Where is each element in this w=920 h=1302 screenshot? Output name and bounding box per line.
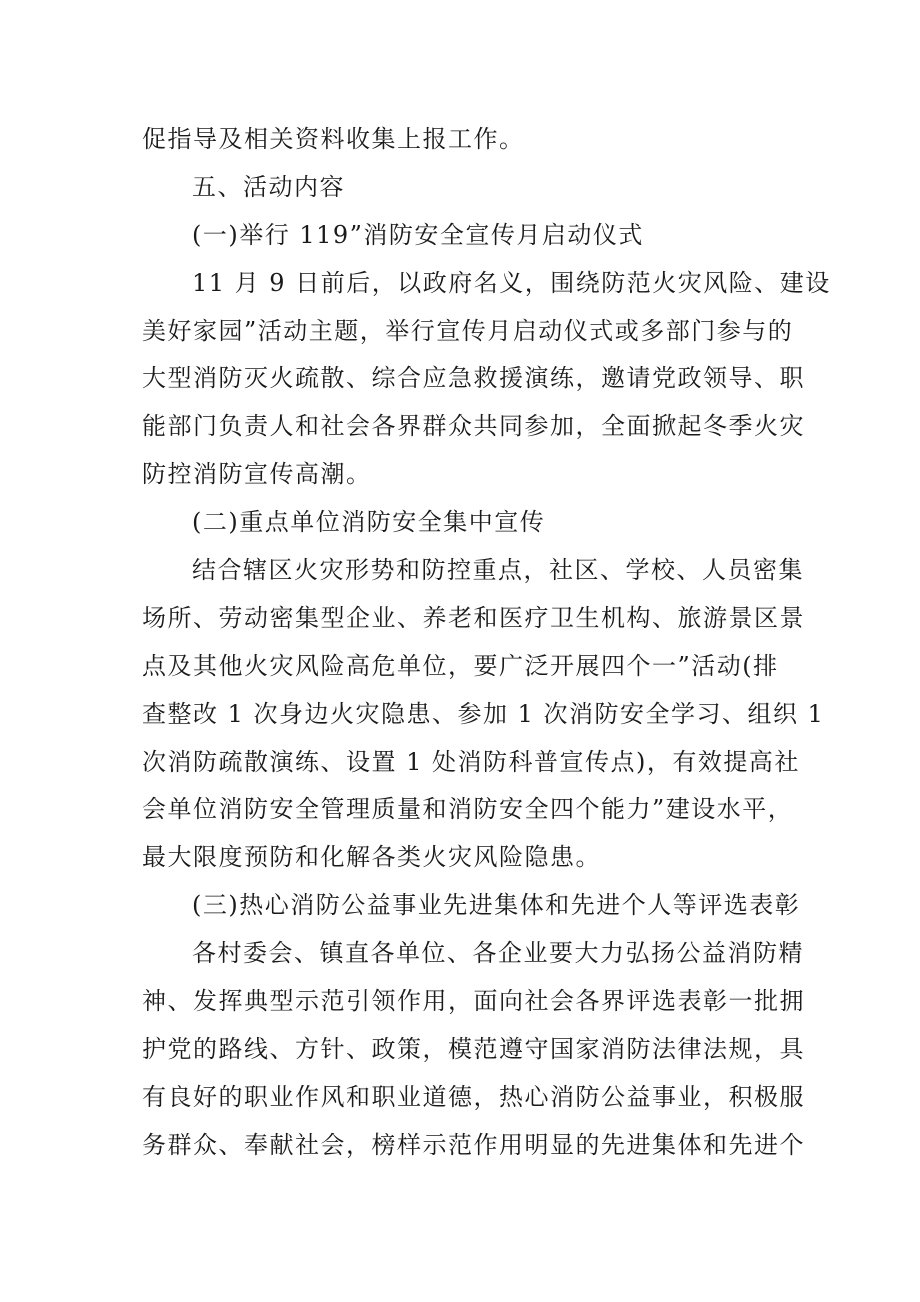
paragraph-line: 场所、劳动密集型企业、养老和医疗卫生机构、旅游景区景 (142, 603, 805, 632)
paragraph-line: 防控消防宣传高潮。 (142, 460, 372, 489)
section-heading: 五、活动内容 (192, 172, 345, 201)
paragraph-line: 次消防疏散演练、设置 1 处消防科普宣传点)，有效提高社 (142, 747, 800, 776)
paragraph-line: 最大限度预防和化解各类火灾风险隐患。 (142, 843, 601, 872)
paragraph-line: 护党的路线、方针、政策，模范遵守国家消防法律法规，具 (142, 1034, 805, 1063)
subsection-heading: (三)热心消防公益事业先进集体和先进个人等评选表彰 (192, 891, 801, 920)
paragraph-line: 促指导及相关资料收集上报工作。 (142, 125, 525, 153)
subsection-heading: (二)重点单位消防安全集中宣传 (192, 508, 546, 537)
paragraph-line: 美好家园”活动主题，举行宣传月启动仪式或多部门参与的 (142, 316, 794, 345)
paragraph-line: 结合辖区火灾形势和防控重点，社区、学校、人员密集 (192, 556, 804, 585)
paragraph-line: 神、发挥典型示范引领作用，面向社会各界评选表彰一批拥 (142, 987, 805, 1016)
paragraph-line: 各村委会、镇直各单位、各企业要大力弘扬公益消防精 (192, 939, 804, 968)
paragraph-line: 查整改 1 次身边火灾隐患、参加 1 次消防安全学习、组织 1 (142, 699, 825, 728)
paragraph-line: 点及其他火灾风险高危单位，要广泛开展四个一”活动(排 (142, 651, 779, 680)
paragraph-line: 务群众、奉献社会，榜样示范作用明显的先进集体和先进个 (142, 1130, 805, 1159)
paragraph-line: 能部门负责人和社会各界群众共同参加，全面掀起冬季火灾 (142, 412, 805, 441)
document-body (142, 116, 831, 1170)
subsection-heading: (一)举行 119”消防安全宣传月启动仪式 (192, 220, 644, 249)
paragraph-line: 有良好的职业作风和职业道德，热心消防公益事业，积极服 (142, 1082, 805, 1111)
paragraph-line: 大型消防灭火疏散、综合应急救援演练，邀请党政领导、职 (142, 364, 805, 393)
paragraph-line: 11 月 9 日前后，以政府名义，围绕防范火灾风险、建设 (192, 268, 831, 297)
paragraph-line: 会单位消防安全管理质量和消防安全四个能力”建设水平， (142, 795, 794, 824)
